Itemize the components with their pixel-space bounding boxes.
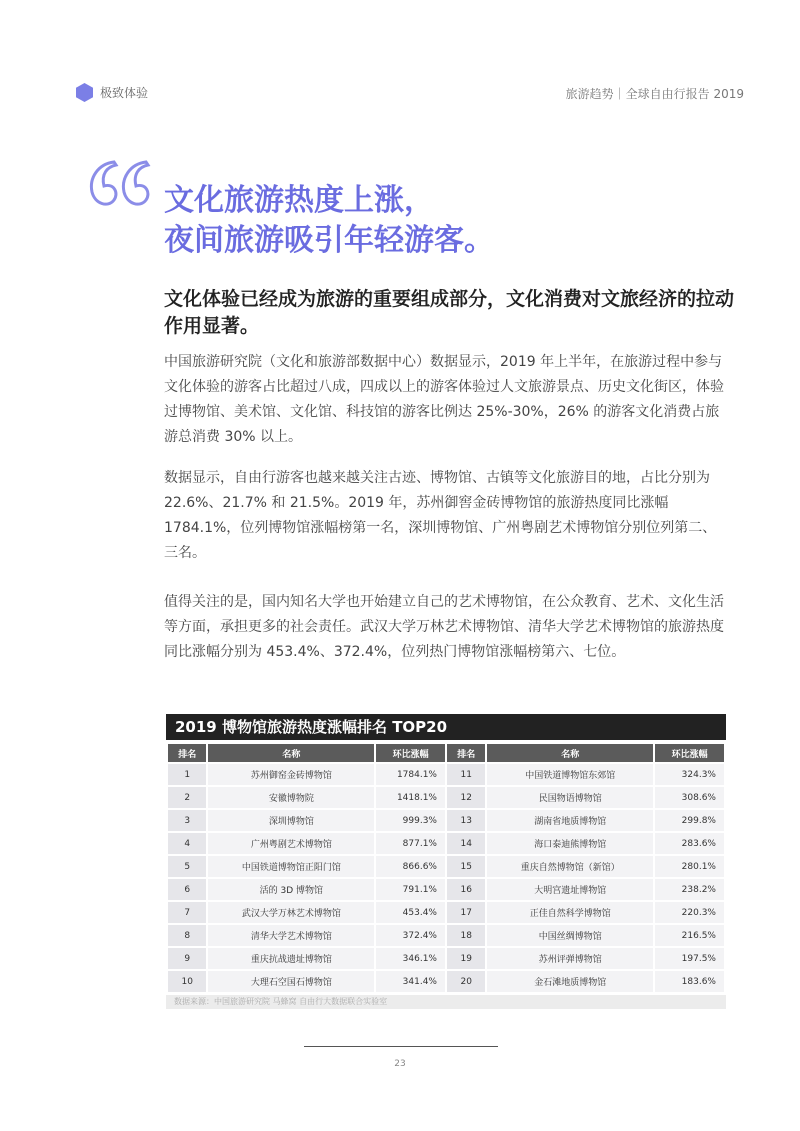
cell-rank: 6 bbox=[168, 879, 206, 900]
cell-name: 重庆自然博物馆（新馆） bbox=[487, 856, 653, 877]
hexagon-icon bbox=[76, 83, 93, 102]
cell-growth: 220.3% bbox=[655, 902, 724, 923]
title-line-1: 文化旅游热度上涨， bbox=[164, 183, 434, 218]
cell-rank: 11 bbox=[447, 764, 485, 785]
table-row bbox=[168, 833, 724, 854]
table-row bbox=[168, 787, 724, 808]
header-name: 名称 bbox=[487, 744, 653, 762]
cell-rank: 13 bbox=[447, 810, 485, 831]
cell-growth: 866.6% bbox=[376, 856, 445, 877]
cell-name: 湖南省地质博物馆 bbox=[487, 810, 653, 831]
header-rank: 排名 bbox=[168, 744, 206, 762]
cell-growth: 791.1% bbox=[376, 879, 445, 900]
paragraph-2: 数据显示，自由行游客也越来越关注古迹、博物馆、古镇等文化旅游目的地，占比分别为 22.6%、21.7% 和 21.5%。2019 年，苏州御窖金砖博物馆的旅游热度同比涨幅 1784.1%，位列博物馆涨幅榜第一名，深圳博物馆、广州粤剧艺术博物馆分别位列第二、三名。 bbox=[164, 470, 717, 561]
page-title bbox=[164, 181, 494, 261]
cell-name: 大明宫遗址博物馆 bbox=[487, 879, 653, 900]
table-row bbox=[168, 856, 724, 877]
cell-growth: 1418.1% bbox=[376, 787, 445, 808]
cell-name: 苏州评弹博物馆 bbox=[487, 948, 653, 969]
cell-growth: 372.4% bbox=[376, 925, 445, 946]
subtitle: 文化体验已经成为旅游的重要组成部分，文化消费对文旅经济的拉动作用显著。 bbox=[164, 288, 735, 337]
cell-name: 中国铁道博物馆东郊馆 bbox=[487, 764, 653, 785]
cell-name: 正佳自然科学博物馆 bbox=[487, 902, 653, 923]
page-number: 23 bbox=[394, 1059, 406, 1069]
table-title: 2019 博物馆旅游热度涨幅排名 TOP20 bbox=[166, 714, 726, 740]
cell-name: 武汉大学万林艺术博物馆 bbox=[208, 902, 374, 923]
header-rank: 排名 bbox=[447, 744, 485, 762]
header-name: 名称 bbox=[208, 744, 374, 762]
table-row bbox=[168, 810, 724, 831]
cell-growth: 183.6% bbox=[655, 971, 724, 992]
section-label-text: 极致体验 bbox=[100, 86, 149, 100]
quote-mark-icon bbox=[84, 150, 154, 214]
cell-name: 中国丝绸博物馆 bbox=[487, 925, 653, 946]
ranking-table bbox=[166, 714, 726, 1009]
cell-growth: 877.1% bbox=[376, 833, 445, 854]
cell-name: 活的 3D 博物馆 bbox=[208, 879, 374, 900]
cell-name: 清华大学艺术博物馆 bbox=[208, 925, 374, 946]
cell-name: 重庆抗战遗址博物馆 bbox=[208, 948, 374, 969]
cell-rank: 1 bbox=[168, 764, 206, 785]
table-header-row bbox=[168, 744, 724, 762]
cell-growth: 283.6% bbox=[655, 833, 724, 854]
cell-rank: 8 bbox=[168, 925, 206, 946]
cell-growth: 216.5% bbox=[655, 925, 724, 946]
cell-growth: 197.5% bbox=[655, 948, 724, 969]
cell-rank: 7 bbox=[168, 902, 206, 923]
cell-growth: 299.8% bbox=[655, 810, 724, 831]
cell-rank: 2 bbox=[168, 787, 206, 808]
cell-growth: 999.3% bbox=[376, 810, 445, 831]
title-line-2: 夜间旅游吸引年轻游客。 bbox=[164, 223, 494, 258]
cell-growth: 453.4% bbox=[376, 902, 445, 923]
table-source: 数据来源：中国旅游研究院 马蜂窝 自由行大数据联合实验室 bbox=[166, 995, 726, 1009]
cell-name: 大理石空国石博物馆 bbox=[208, 971, 374, 992]
table-row bbox=[168, 764, 724, 785]
cell-growth: 280.1% bbox=[655, 856, 724, 877]
report-title: 旅游趋势｜全球自由行报告 2019 bbox=[565, 87, 744, 101]
table-row bbox=[168, 971, 724, 992]
cell-rank: 12 bbox=[447, 787, 485, 808]
cell-growth: 238.2% bbox=[655, 879, 724, 900]
cell-rank: 19 bbox=[447, 948, 485, 969]
cell-rank: 3 bbox=[168, 810, 206, 831]
cell-rank: 18 bbox=[447, 925, 485, 946]
cell-growth: 308.6% bbox=[655, 787, 724, 808]
cell-rank: 10 bbox=[168, 971, 206, 992]
cell-rank: 15 bbox=[447, 856, 485, 877]
cell-growth: 346.1% bbox=[376, 948, 445, 969]
cell-growth: 341.4% bbox=[376, 971, 445, 992]
paragraph-1: 中国旅游研究院（文化和旅游部数据中心）数据显示，2019 年上半年，在旅游过程中参与文化体验的游客占比超过八成，四成以上的游客体验过人文旅游景点、历史文化街区，体验过博物馆、美术馆、文化馆、科技馆的游客比例达 25%-30%，26% 的游客文化消费占旅游总消费 30% 以上。 bbox=[164, 354, 724, 445]
cell-name: 民国物语博物馆 bbox=[487, 787, 653, 808]
table-row bbox=[168, 902, 724, 923]
cell-rank: 4 bbox=[168, 833, 206, 854]
cell-name: 海口泰迪熊博物馆 bbox=[487, 833, 653, 854]
paragraph-3: 值得关注的是，国内知名大学也开始建立自己的艺术博物馆，在公众教育、艺术、文化生活等方面，承担更多的社会责任。武汉大学万林艺术博物馆、清华大学艺术博物馆的旅游热度同比涨幅分别为 453.4%、372.4%，位列热门博物馆涨幅榜第六、七位。 bbox=[164, 594, 724, 660]
cell-rank: 9 bbox=[168, 948, 206, 969]
cell-rank: 14 bbox=[447, 833, 485, 854]
cell-rank: 5 bbox=[168, 856, 206, 877]
cell-name: 深圳博物馆 bbox=[208, 810, 374, 831]
cell-growth: 324.3% bbox=[655, 764, 724, 785]
footer-divider bbox=[304, 1046, 498, 1047]
header-growth: 环比涨幅 bbox=[655, 744, 724, 762]
cell-name: 苏州御窑金砖博物馆 bbox=[208, 764, 374, 785]
cell-name: 中国铁道博物馆正阳门馆 bbox=[208, 856, 374, 877]
table-row bbox=[168, 948, 724, 969]
cell-rank: 16 bbox=[447, 879, 485, 900]
cell-rank: 20 bbox=[447, 971, 485, 992]
header-growth: 环比涨幅 bbox=[376, 744, 445, 762]
cell-rank: 17 bbox=[447, 902, 485, 923]
table-row bbox=[168, 925, 724, 946]
ranking-grid bbox=[166, 742, 726, 994]
table-row bbox=[168, 879, 724, 900]
cell-name: 金石滩地质博物馆 bbox=[487, 971, 653, 992]
section-label bbox=[76, 83, 148, 102]
cell-name: 广州粤剧艺术博物馆 bbox=[208, 833, 374, 854]
cell-growth: 1784.1% bbox=[376, 764, 445, 785]
cell-name: 安徽博物院 bbox=[208, 787, 374, 808]
